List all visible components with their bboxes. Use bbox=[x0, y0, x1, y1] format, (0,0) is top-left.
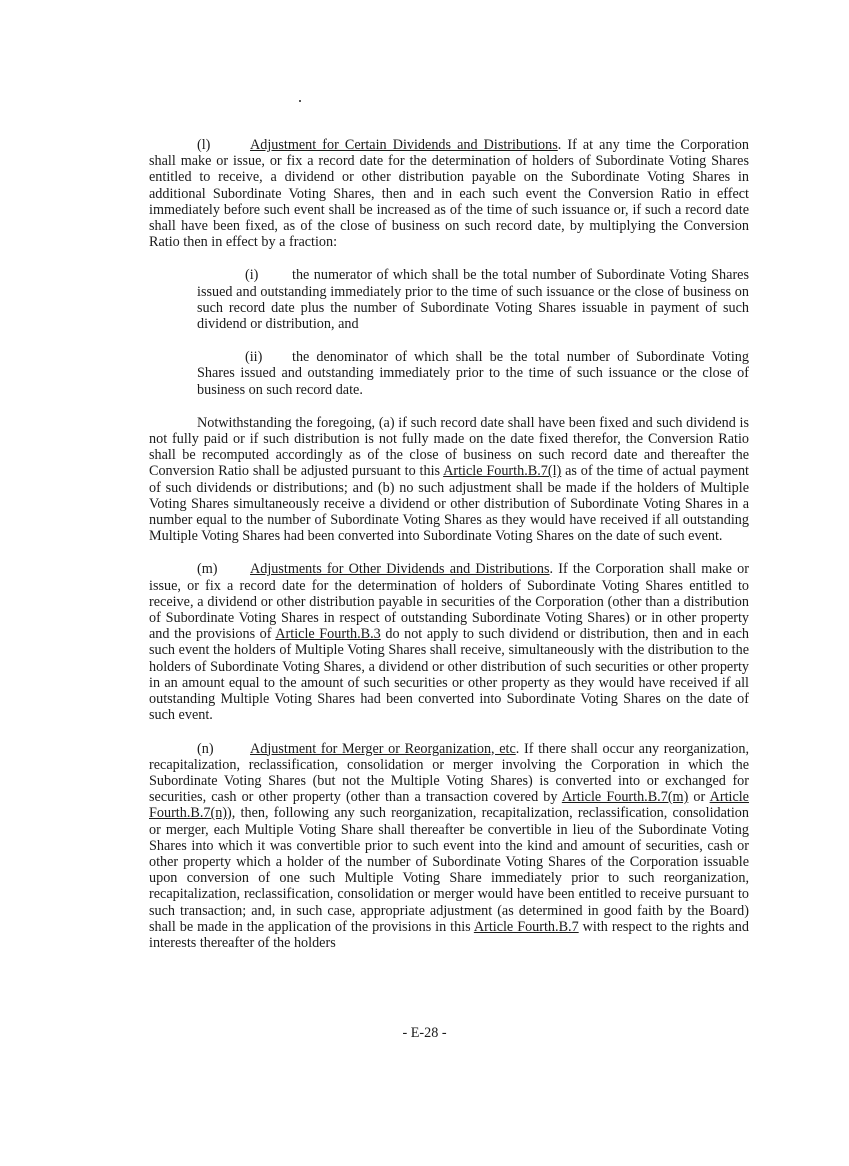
page-number: - E-28 - bbox=[402, 1025, 447, 1041]
section-l-heading: Adjustment for Certain Dividends and Distributions bbox=[250, 137, 558, 153]
section-n-body-3: with respect to the rights and interests thereafter of the holders bbox=[149, 918, 749, 951]
article-ref-b7m: Article Fourth.B.7(m) bbox=[561, 789, 689, 806]
section-m-heading: Adjustments for Other Dividends and Distributions bbox=[250, 561, 550, 578]
notwithstanding-paragraph bbox=[149, 415, 749, 545]
section-m-paragraph bbox=[149, 561, 749, 723]
notwithstanding-text-1: Notwithstanding the foregoing, (a) if such record date shall have been fixed and such dividend is not fully paid or if such distribution is not fully made on the date fixed therefor, the Conversion Ratio shall be recomputed accordingly as of the close of business on such record date and thereafter the Conversion Ratio shall be adjusted pursuant to this bbox=[149, 414, 749, 480]
article-ref-b7l: Article Fourth.B.7(l) bbox=[443, 463, 562, 480]
section-n-body-1: . If there shall occur any reorganization, recapitalization, reclassification, consolidation or merger involving the Corporation in which the Subordinate Voting Shares (but not the Multiple Voting Shares) is converted into or exchanged for securities, cash or other property (other than a transaction covered by bbox=[149, 740, 750, 806]
document-body bbox=[149, 137, 749, 968]
clause-i-text: the numerator of which shall be the total number of Subordinate Voting Shares issued and outstanding immediately prior to the time of such issuance or the close of business on such record date plus the number of Subordinate Voting Shares issuable in payment of such dividend or distribution, and bbox=[197, 267, 749, 333]
scan-speck bbox=[299, 100, 301, 102]
article-ref-b7n: Article Fourth.B.7(n) bbox=[149, 789, 749, 822]
article-ref-b7: Article Fourth.B.7 bbox=[473, 918, 579, 935]
section-n-or: or bbox=[688, 789, 710, 806]
section-l-body: . If at any time the Corporation shall make or issue, or fix a record date for the determination of holders of Subordinate Voting Shares entitled to receive, a dividend or other distribution payable on the Subordinate Voting Shares in additional Subordinate Voting Shares, then and in each such event the Conversion Ratio in effect immediately before such event shall be increased as of the time of such issuance or, if such a record date shall have been fixed, as of the close of business on such record date, by multiplying the Conversion Ratio then in effect by a fraction: bbox=[149, 137, 749, 251]
section-l-label: (l) bbox=[197, 137, 211, 153]
clause-ii-paragraph bbox=[197, 349, 749, 398]
section-n-heading: Adjustment for Merger or Reorganization, etc bbox=[250, 740, 516, 757]
section-n-paragraph bbox=[149, 741, 749, 952]
section-m-label: (m) bbox=[197, 561, 218, 578]
section-m-body-1: . If the Corporation shall make or issue, or fix a record date for the determination of holders of Subordinate Voting Shares entitled to receive, a dividend or other distribution payable in securities of the Corporation (other than a distribution of Subordinate Voting Shares in respect of outstanding Subordinate Voting Shares) or in other property and the provisions of bbox=[149, 561, 749, 643]
notwithstanding-text-2: as of the time of actual payment of such dividends or distributions; and (b) no such adjustment shall be made if the holders of Multiple Voting Shares simultaneously receive a dividend or other distribution of Subordinate Voting Shares in a number equal to the number of Subordinate Voting Shares as they would have received if all outstanding Multiple Voting Shares had been converted into Subordinate Voting Shares on the date of such event. bbox=[149, 463, 749, 545]
clause-ii-text: the denominator of which shall be the total number of Subordinate Voting Shares issued and outstanding immediately prior to the time of such issuance or the close of business on such record date. bbox=[197, 349, 749, 398]
section-n-label: (n) bbox=[197, 740, 214, 757]
section-l-paragraph bbox=[149, 137, 749, 250]
clause-ii-label: (ii) bbox=[245, 349, 263, 366]
section-m-body-2: do not apply to such dividend or distribution, then and in each such event the holders of Multiple Voting Shares shall receive, simultaneously with the distribution to the holders of Subordinate Voting Shares, a dividend or other distribution of such securities or other property in an amount equal to the amount of such securities or other property as they would have received if all outstanding Multiple Voting Shares had been converted into Subordinate Voting Shares on the date of such event. bbox=[149, 626, 749, 724]
clause-i-paragraph bbox=[197, 267, 749, 332]
section-n-body-2: ), then, following any such reorganization, recapitalization, reclassification, consolidation or merger, each Multiple Voting Share shall thereafter be convertible in lieu of the Subordinate Voting Shares into which it was convertible prior to such event into the kind and amount of securities, cash or other property which a holder of the number of Subordinate Voting Shares of the Corporation issuable upon conversion of one such Multiple Voting Share immediately prior to such reorganization, recapitalization, reclassification, consolidation or merger would have been entitled to receive pursuant to such transaction; and, in such case, appropriate adjustment (as determined in good faith by the Board) shall be made in the application of the provisions in this bbox=[149, 805, 749, 935]
clause-i-label: (i) bbox=[245, 267, 259, 284]
article-ref-b3: Article Fourth.B.3 bbox=[275, 626, 381, 643]
